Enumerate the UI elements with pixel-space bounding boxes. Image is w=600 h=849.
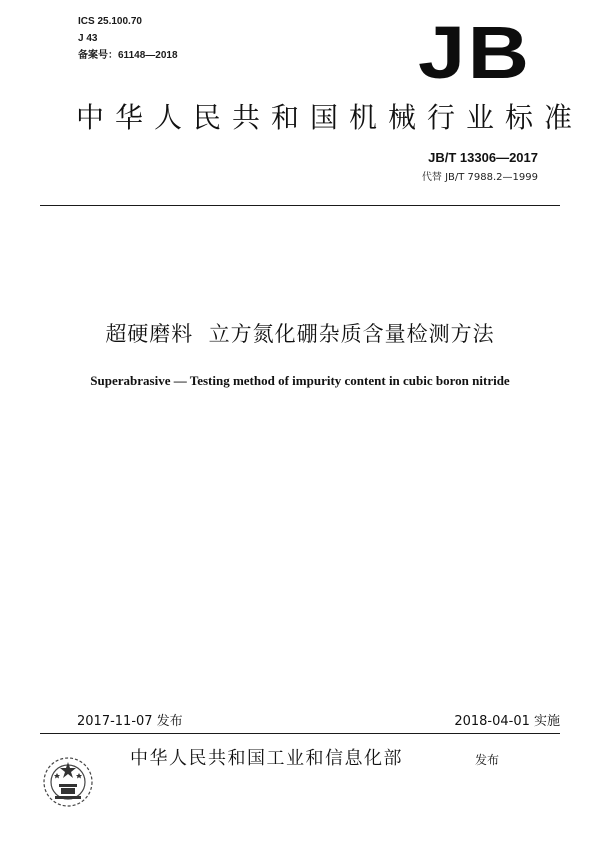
jb-logo: JB	[418, 11, 532, 94]
industry-standard-title: 中华人民共和国机械行业标准	[76, 101, 584, 134]
publish-label: 发布	[475, 753, 500, 767]
document-title-en: Superabrasive — Testing method of impurity content in cubic boron nitride	[90, 373, 510, 388]
ics-code: ICS 25.100.70	[78, 16, 142, 27]
top-divider	[40, 205, 560, 206]
category-code: J 43	[78, 33, 98, 44]
implementation-date: 2018-04-01 实施	[454, 714, 560, 729]
replaces-standard: 代替 JB/T 7988.2—1999	[421, 172, 538, 183]
standard-number: JB/T 13306—2017	[428, 150, 538, 165]
issue-date: 2017-11-07 发布	[77, 714, 183, 729]
bottom-divider	[40, 733, 560, 734]
national-emblem-icon	[40, 754, 96, 810]
filing-number: 备案号：61148—2018	[78, 50, 178, 61]
issuing-authority: 中华人民共和国工业和信息化部	[130, 748, 403, 769]
document-title-cn: 超硬磨料 立方氮化硼杂质含量检测方法	[105, 322, 495, 346]
